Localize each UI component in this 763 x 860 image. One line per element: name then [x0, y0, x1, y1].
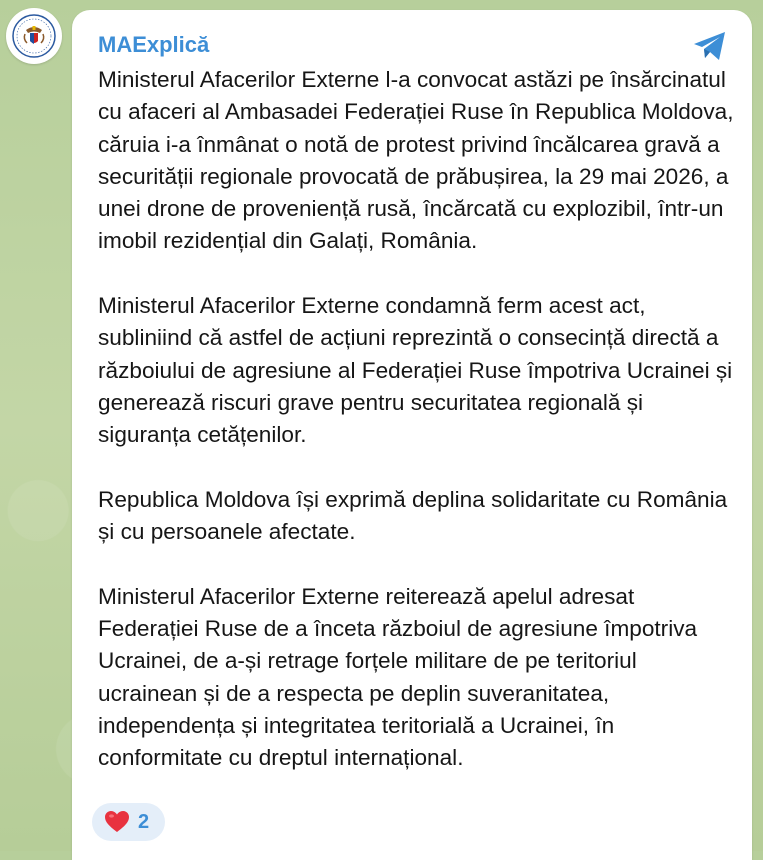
reaction-heart-button[interactable] — [92, 803, 165, 841]
coat-of-arms-icon — [11, 13, 57, 59]
share-button[interactable] — [690, 26, 730, 66]
message-paragraph-4: Ministerul Afacerilor Externe reiterează apelul adresat Federației Ruse de a înceta războiul de agresiune împotriva Ucrainei, de a-și retrage forțele militare de pe teritoriul ucrainean și de a respecta pe deplin suveranitatea, independența și integritatea teritorială a Ucrainei, în conformitate cu dreptul internațional. — [98, 583, 698, 771]
reaction-count: 2 — [138, 810, 150, 833]
channel-avatar[interactable] — [6, 8, 62, 64]
message-text — [98, 64, 738, 775]
heart-icon — [104, 810, 130, 834]
message-paragraph-1: Ministerul Afacerilor Externe l-a convocat astăzi pe însărcinatul cu afaceri al Ambasadei Federației Ruse în Republica Moldova, căruia i-a înmânat o notă de protest privind încălcarea gravă a securității regionale provocată de prăbușirea, la 29 mai 2026, a unei drone de proveniență rusă, încărcată cu explozibil, într-un imobil rezidențial din Galați, România. — [98, 67, 734, 254]
message-paragraph-3: Republica Moldova își exprimă deplina solidaritate cu România și cu persoanele afectate. — [98, 486, 728, 545]
message-paragraph-2: Ministerul Afacerilor Externe condamnă ferm acest act, subliniind că astfel de acțiuni reprezintă o consecință directă a războiului de agresiune al Federației Ruse împotriva Ucrainei și generează riscuri grave pentru securitatea regională și siguranța cetățenilor. — [98, 293, 733, 448]
channel-name[interactable]: MAExplică — [98, 32, 210, 57]
telegram-send-icon — [692, 30, 728, 62]
message-bubble — [72, 10, 752, 860]
